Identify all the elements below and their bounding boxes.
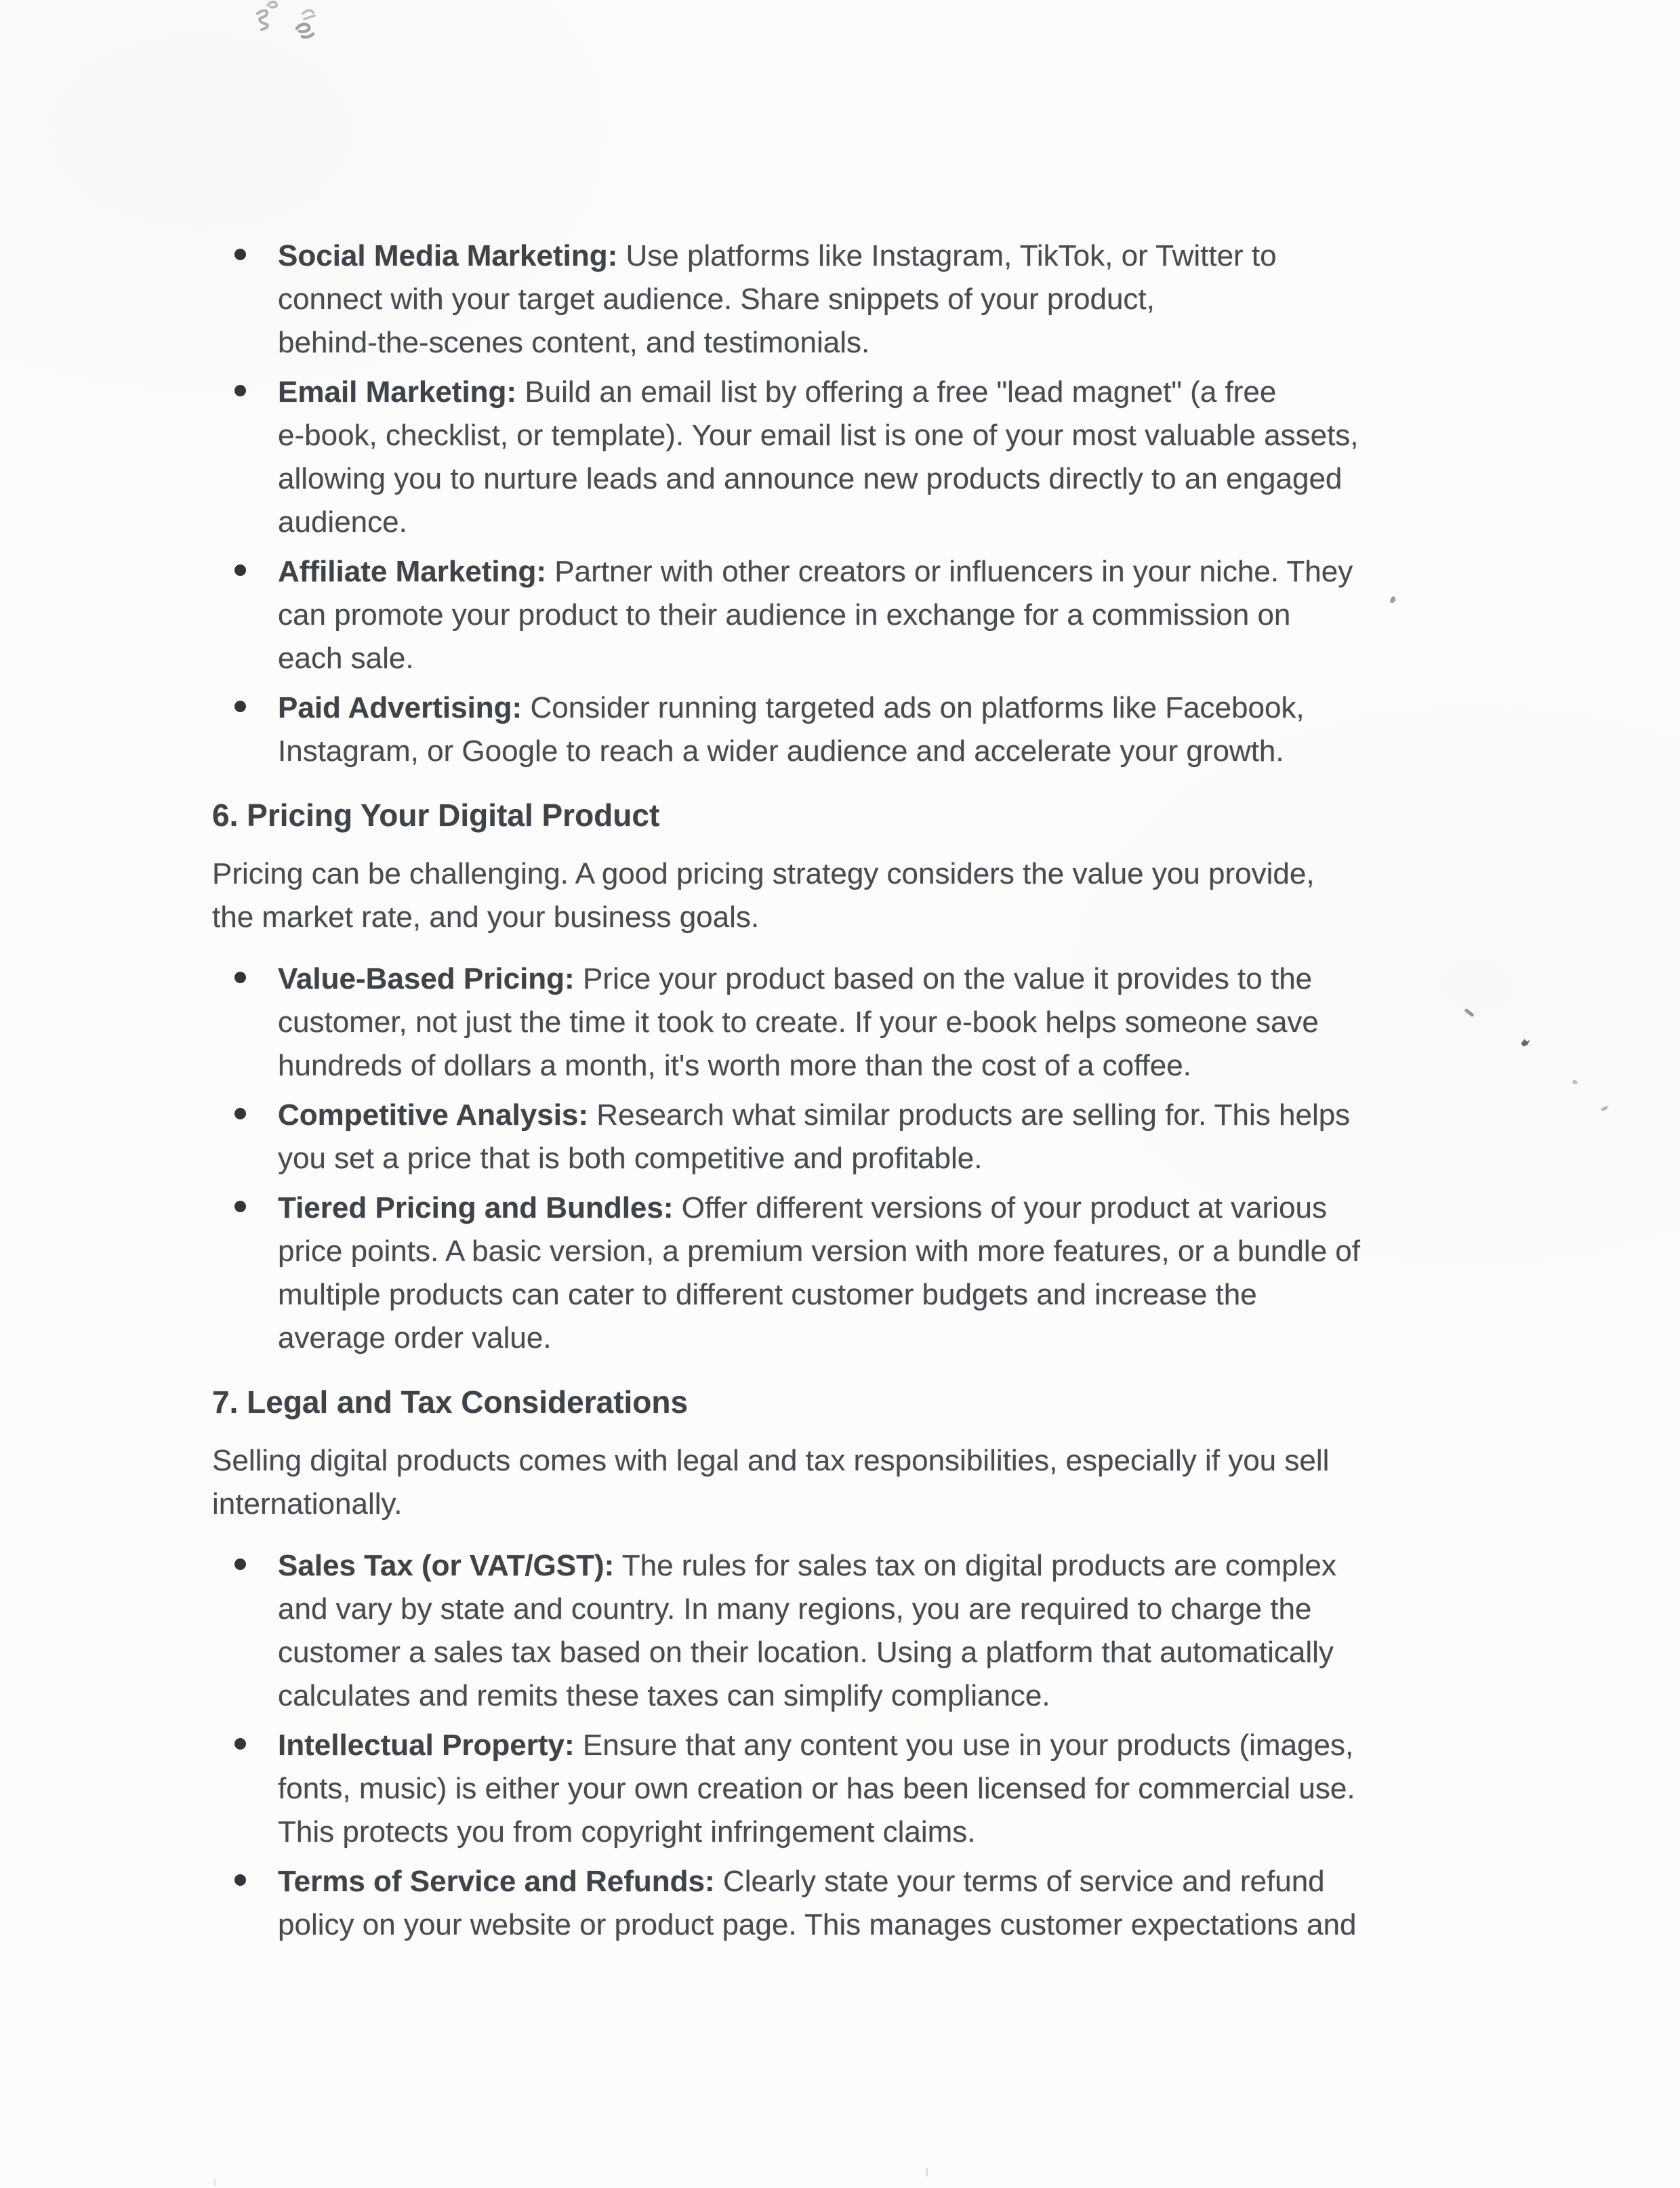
bullet-text: Ensure that any content you use in your products (images, xyxy=(582,1729,1354,1762)
list-item-value-based-pricing xyxy=(212,957,1540,1088)
bullet-label: Intellectual Property: xyxy=(278,1729,575,1762)
bullet-first-line xyxy=(278,234,1540,278)
bullet-text-line: allowing you to nurture leads and announce new products directly to an engaged xyxy=(278,462,1343,495)
bullet-text: Clearly state your terms of service and refund xyxy=(722,1865,1325,1898)
list-item-affiliate-marketing xyxy=(212,550,1540,680)
bullet-text-line: you set a price that is both competitive and profitable. xyxy=(278,1142,983,1175)
bullet-first-line xyxy=(278,686,1540,730)
bullet-first-line xyxy=(278,1186,1540,1230)
scan-smudge-marks xyxy=(252,0,320,42)
list-item-intellectual-property xyxy=(212,1724,1540,1854)
section-heading-pricing: 6. Pricing Your Digital Product xyxy=(212,798,660,833)
bullet-text-line: can promote your product to their audience in exchange for a commission on xyxy=(278,598,1291,632)
bullet-label: Paid Advertising: xyxy=(278,691,523,724)
list-item-competitive-analysis xyxy=(212,1094,1540,1180)
list-item-sales-tax xyxy=(212,1544,1540,1718)
bullet-text-line: multiple products can cater to different customer budgets and increase the xyxy=(278,1278,1257,1311)
bullet-text-line: customer, not just the time it took to create. If your e-book helps someone save xyxy=(278,1006,1319,1039)
paragraph-line: internationally. xyxy=(212,1487,403,1521)
bullet-text-line: connect with your target audience. Share snippets of your product, xyxy=(278,283,1155,316)
bullet-text-line: e-book, checklist, or template). Your email list is one of your most valuable assets, xyxy=(278,419,1359,452)
bullet-first-line xyxy=(278,1860,1540,1903)
bullet-label: Value-Based Pricing: xyxy=(278,962,575,995)
list-item-email-marketing xyxy=(212,371,1540,544)
list-item-terms-of-service xyxy=(212,1860,1540,1947)
scan-speck xyxy=(214,2179,216,2186)
bullet-text: The rules for sales tax on digital products are complex xyxy=(621,1549,1336,1582)
bullet-text-line: behind-the-scenes content, and testimonials. xyxy=(278,326,870,359)
bullet-text: Research what similar products are selling for. This helps xyxy=(596,1098,1351,1132)
list-item-paid-advertising xyxy=(212,686,1540,773)
scan-speck xyxy=(1572,1079,1578,1085)
paragraph-line: the market rate, and your business goals. xyxy=(212,901,760,934)
legal-intro-paragraph xyxy=(212,1439,1540,1526)
bullet-first-line xyxy=(278,371,1540,414)
bullet-label: Email Marketing: xyxy=(278,375,517,409)
list-item-social-media xyxy=(212,234,1540,365)
bullet-label: Tiered Pricing and Bundles: xyxy=(278,1191,674,1224)
bullet-label: Affiliate Marketing: xyxy=(278,555,547,588)
bullet-text: Price your product based on the value it provides to the xyxy=(582,962,1313,995)
bullet-first-line xyxy=(278,957,1540,1001)
bullet-text-line: hundreds of dollars a month, it's worth more than the cost of a coffee. xyxy=(278,1049,1191,1082)
bullet-text: Use platforms like Instagram, TikTok, or Twitter to xyxy=(626,239,1277,272)
legal-bullet-list xyxy=(212,1544,1540,1947)
bullet-text: Partner with other creators or influencers in your niche. They xyxy=(554,555,1353,588)
bullet-text-line: This protects you from copyright infringement claims. xyxy=(278,1815,976,1849)
document-content xyxy=(212,234,1540,1947)
bullet-label: Social Media Marketing: xyxy=(278,239,618,272)
scan-speck xyxy=(926,2168,928,2176)
marketing-bullet-list xyxy=(212,234,1540,773)
scan-speck xyxy=(1601,1106,1609,1111)
bullet-text-line: audience. xyxy=(278,505,407,539)
list-item-tiered-pricing xyxy=(212,1186,1540,1360)
pricing-intro-paragraph xyxy=(212,852,1540,939)
paragraph-line: Selling digital products comes with legal and tax responsibilities, especially if you sell xyxy=(212,1444,1330,1477)
bullet-label: Competitive Analysis: xyxy=(278,1098,589,1132)
bullet-label: Sales Tax (or VAT/GST): xyxy=(278,1549,615,1582)
bullet-first-line xyxy=(278,550,1540,594)
paragraph-line: Pricing can be challenging. A good pricing strategy considers the value you provide, xyxy=(212,857,1315,890)
section-heading-legal: 7. Legal and Tax Considerations xyxy=(212,1384,689,1420)
bullet-label: Terms of Service and Refunds: xyxy=(278,1865,715,1898)
pricing-bullet-list xyxy=(212,957,1540,1360)
bullet-text-line: and vary by state and country. In many regions, you are required to charge the xyxy=(278,1592,1312,1626)
bullet-text-line: customer a sales tax based on their location. Using a platform that automatically xyxy=(278,1636,1334,1669)
bullet-first-line xyxy=(278,1094,1540,1137)
bullet-text-line: price points. A basic version, a premium version with more features, or a bundle of xyxy=(278,1235,1360,1268)
bullet-text-line: fonts, music) is either your own creation or has been licensed for commercial use. xyxy=(278,1772,1355,1805)
bullet-text-line: average order value. xyxy=(278,1321,552,1355)
bullet-first-line xyxy=(278,1724,1540,1767)
bullet-text-line: policy on your website or product page. This manages customer expectations and xyxy=(278,1908,1357,1941)
bullet-text-line: calculates and remits these taxes can simplify compliance. xyxy=(278,1679,1050,1712)
bullet-text: Offer different versions of your product at various xyxy=(681,1191,1327,1224)
bullet-text: Build an email list by offering a free "lead magnet" (a free xyxy=(525,375,1277,409)
bullet-text-line: Instagram, or Google to reach a wider audience and accelerate your growth. xyxy=(278,735,1284,768)
bullet-first-line xyxy=(278,1544,1540,1588)
bullet-text-line: each sale. xyxy=(278,642,414,675)
bullet-text: Consider running targeted ads on platforms like Facebook, xyxy=(530,691,1305,724)
